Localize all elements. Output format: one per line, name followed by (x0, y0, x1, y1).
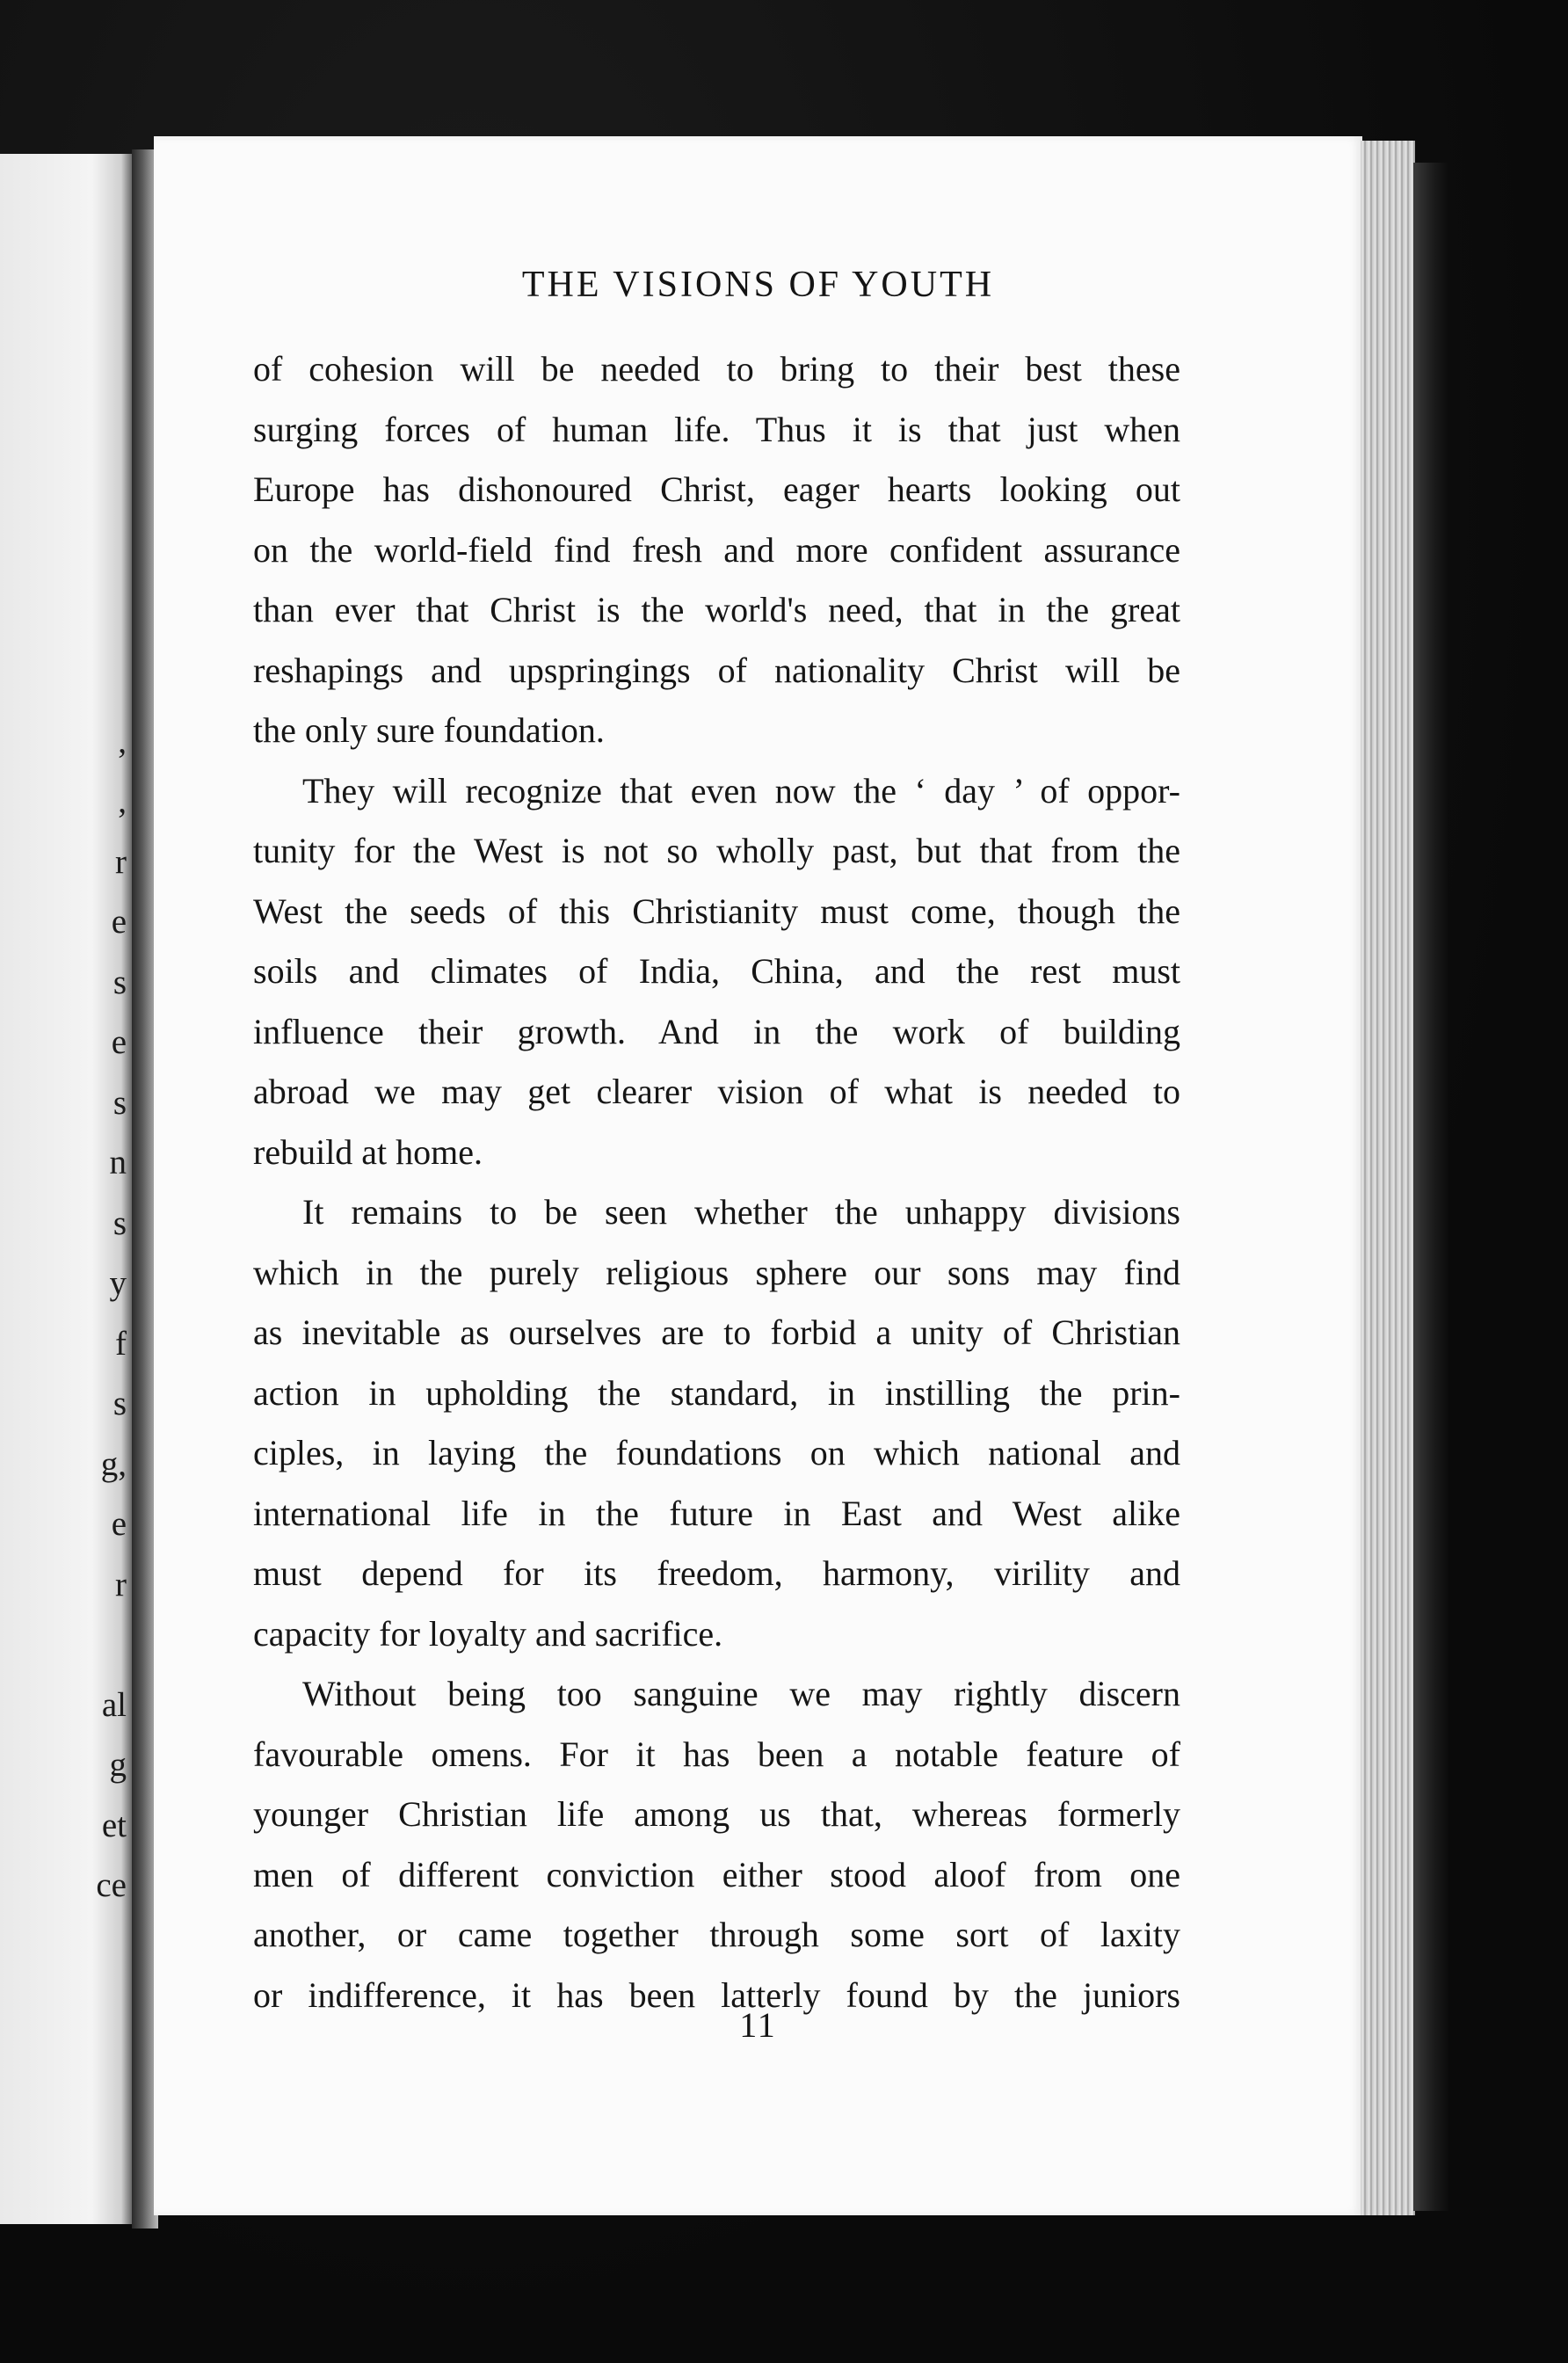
book-cover-edge (1413, 163, 1448, 2211)
left-page-fragment: , (118, 782, 127, 820)
left-page-fragment (0, 471, 132, 532)
text-line: It remains to be seen whether the unhappy divisions (302, 1192, 1180, 1232)
left-page-fragment: f (115, 1324, 127, 1363)
text-line: influence their growth. And in the work of building (253, 1011, 1180, 1051)
text-line: Without being too sanguine we may rightly discern (302, 1674, 1180, 1713)
body-text (253, 339, 1180, 2025)
left-page-fragment: , (118, 722, 127, 760)
running-head: THE VISIONS OF YOUTH (521, 265, 995, 305)
left-page-fragment (0, 411, 132, 471)
text-line: younger Christian life among us that, whereas formerly (253, 1794, 1180, 1834)
left-page-fragment (0, 1615, 132, 1676)
left-page-fragment: s (113, 1083, 127, 1122)
text-line: which in the purely religious sphere our sons may find (253, 1252, 1180, 1292)
left-page-fragment: e (111, 1023, 127, 1061)
text-line: soils and climates of India, China, and the rest must (253, 951, 1180, 991)
text-line: or indifference, it has been latterly found by the juniors (253, 1974, 1180, 2015)
text-line: than ever that Christ is the world's need, that in the great (253, 590, 1180, 629)
left-page-fragment: y (109, 1264, 127, 1302)
text-line: tunity for the West is not so wholly past, but that from the (253, 831, 1180, 870)
left-page-fragment: r (115, 1565, 127, 1603)
page-stack-edges (1361, 141, 1415, 2215)
left-page-fragment: e (111, 903, 127, 941)
left-page-fragment (0, 290, 132, 351)
text-line: abroad we may get clearer vision of what is needed to (253, 1072, 1180, 1111)
left-page-fragment: al (101, 1685, 127, 1724)
left-page-fragment (0, 651, 132, 712)
text-line: surging forces of human life. Thus it is that just when (253, 409, 1180, 449)
left-page-fragment: n (109, 1144, 127, 1182)
text-line: West the seeds of this Christianity must come, though the (253, 891, 1180, 931)
left-page-fragments (0, 290, 132, 1916)
text-line: action in upholding the standard, in instilling the prin- (253, 1372, 1180, 1413)
paragraph (253, 339, 1180, 761)
text-line: reshapings and upspringings of nationality Christ will be (253, 650, 1180, 690)
left-page-fragment: e (111, 1505, 127, 1543)
left-page-fragment: s (113, 963, 127, 1001)
text-line: international life in the future in East and West alike (253, 1493, 1180, 1533)
left-page-fragment: s (113, 1385, 127, 1422)
text-line: the only sure foundation. (253, 710, 605, 750)
left-page-fragment: et (101, 1806, 127, 1844)
left-page-fragment: g, (100, 1444, 127, 1483)
text-line: men of different conviction either stood aloof from one (253, 1854, 1180, 1894)
left-page-fragment (0, 592, 132, 652)
left-page-fragment (0, 351, 132, 411)
text-line: Europe has dishonoured Christ, eager hearts looking out (253, 469, 1180, 509)
text-line: rebuild at home. (253, 1131, 483, 1172)
text-line: ciples, in laying the foundations on which national and (253, 1433, 1180, 1472)
text-line: capacity for loyalty and sacrifice. (253, 1613, 723, 1654)
text-line: another, or came together through some sort of laxity (253, 1915, 1180, 1954)
left-page-fragment (0, 531, 132, 592)
text-line: must depend for its freedom, harmony, virility and (253, 1553, 1180, 1593)
left-page-fragment: r (115, 842, 127, 881)
page-number: 11 (739, 2005, 777, 2045)
text-line: as inevitable as ourselves are to forbid a unity of Christian (253, 1312, 1180, 1352)
left-page-fragment: ce (96, 1866, 127, 1904)
left-page-fragment: s (113, 1203, 127, 1242)
text-line: They will recognize that even now the ‘ day ’ of oppor- (302, 770, 1180, 811)
text-line: favourable omens. For it has been a notable feature of (253, 1734, 1180, 1774)
text-line: of cohesion will be needed to bring to their best these (253, 349, 1180, 389)
paragraph (253, 1664, 1180, 2025)
left-page-fragment: g (109, 1746, 127, 1784)
text-line: on the world-field find fresh and more confident assurance (253, 529, 1180, 570)
paragraph (253, 1182, 1180, 1664)
paragraph (253, 761, 1180, 1183)
